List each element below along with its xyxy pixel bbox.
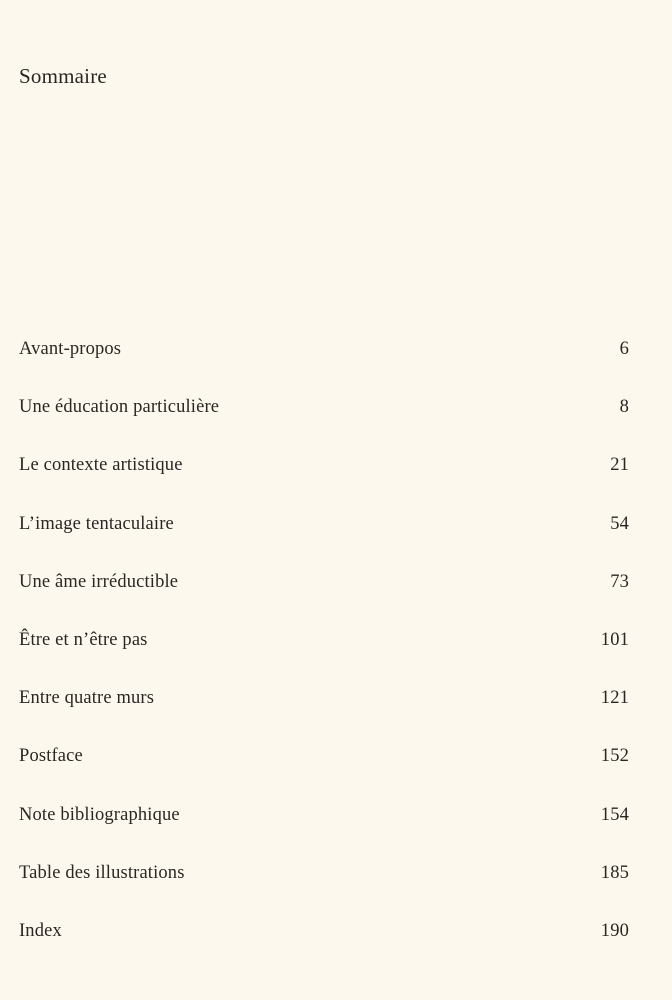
toc-entry[interactable] — [19, 572, 629, 630]
toc-label: Une âme irréductible — [19, 571, 179, 592]
toc-page-number: 152 — [600, 746, 629, 767]
toc-page-number: 8 — [619, 397, 629, 418]
toc-label: Le contexte artistique — [19, 455, 183, 476]
toc-page-number: 101 — [600, 629, 629, 650]
page-title: Sommaire — [19, 64, 107, 88]
toc-label: Table des illustrations — [19, 862, 185, 883]
toc-entry[interactable] — [19, 746, 629, 804]
toc-label: Une éducation particulière — [19, 397, 220, 418]
toc-label: Entre quatre murs — [19, 688, 155, 709]
table-of-contents — [19, 339, 629, 979]
toc-label: L’image tentaculaire — [19, 513, 174, 534]
toc-page-number: 73 — [610, 571, 629, 592]
toc-entry[interactable] — [19, 514, 629, 572]
toc-entry[interactable] — [19, 630, 629, 688]
toc-entry[interactable] — [19, 455, 629, 513]
toc-entry[interactable] — [19, 863, 629, 921]
toc-entry[interactable] — [19, 921, 629, 979]
toc-label: Être et n’être pas — [19, 629, 148, 650]
toc-page-number: 185 — [600, 862, 629, 883]
toc-label: Postface — [19, 746, 83, 767]
toc-page-number: 154 — [600, 804, 629, 825]
toc-page-number: 21 — [610, 455, 629, 476]
toc-page-number: 54 — [610, 513, 629, 534]
toc-entry[interactable] — [19, 397, 629, 455]
toc-entry[interactable] — [19, 339, 629, 397]
toc-page-number: 121 — [600, 688, 629, 709]
toc-label: Index — [19, 920, 62, 941]
toc-page-number: 6 — [619, 339, 629, 359]
toc-page-number: 190 — [600, 920, 629, 941]
toc-entry[interactable] — [19, 805, 629, 863]
toc-entry[interactable] — [19, 688, 629, 746]
toc-label: Note bibliographique — [19, 804, 180, 825]
toc-label: Avant-propos — [19, 339, 122, 359]
